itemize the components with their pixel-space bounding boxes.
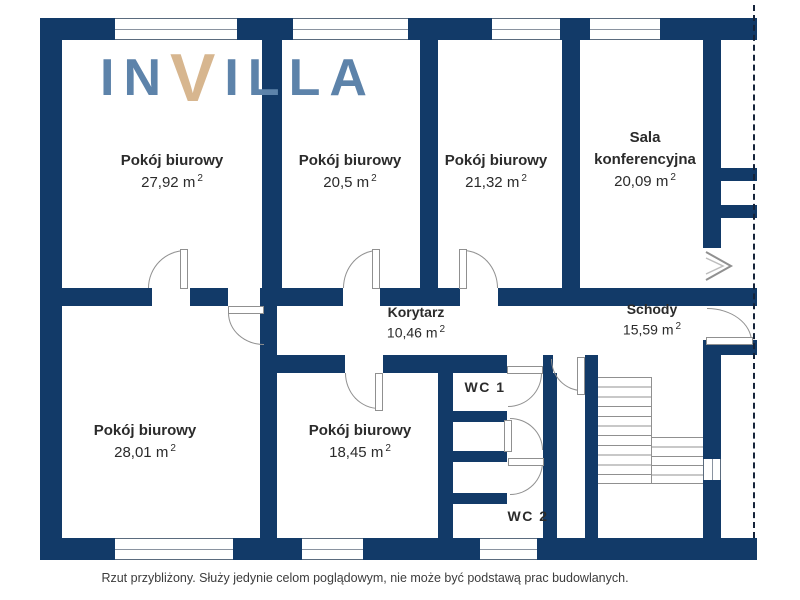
door-leaf-balcony bbox=[706, 337, 753, 345]
logo-text: IN bbox=[100, 49, 170, 107]
room-label-office-2: Pokój biurowy 20,5 m $^2$ bbox=[298, 152, 402, 191]
window bbox=[115, 538, 233, 560]
boundary-dashed-line bbox=[753, 5, 755, 538]
door-leaf-office3 bbox=[459, 249, 467, 289]
window bbox=[480, 538, 537, 560]
room-label-office-4: Pokój biurowy 28,01 m $^2$ bbox=[93, 422, 197, 461]
wall-balcony-stub-2 bbox=[721, 205, 757, 218]
room-label-wc1: WC 1 bbox=[464, 379, 506, 395]
wall-wc-partition-3 bbox=[453, 493, 507, 504]
door-leaf-office4 bbox=[228, 306, 264, 314]
door-arc-wc-stall2 bbox=[510, 462, 543, 495]
door-leaf-wc-stall2 bbox=[508, 458, 544, 466]
room-label-office-1: Pokój biurowy 27,92 m $^2$ bbox=[120, 152, 224, 191]
door-arc-office4 bbox=[228, 313, 264, 345]
door-chevron-icon bbox=[702, 246, 738, 290]
disclaimer-text: Rzut przybliżony. Służy jedynie celom poglądowym, nie może być podstawą prac budowlanych. bbox=[101, 571, 629, 585]
wall-stairs-left bbox=[585, 355, 598, 538]
room-label-corridor: Korytarz 10,46 m $^2$ bbox=[386, 304, 446, 341]
staircase-flight-right bbox=[652, 437, 703, 484]
wall-wc-partition-2 bbox=[453, 451, 507, 462]
wall-balcony-stub-1 bbox=[721, 168, 757, 181]
window bbox=[302, 538, 363, 560]
room-label-stairs: Schody 15,59 m $^2$ bbox=[622, 301, 682, 338]
window bbox=[492, 18, 560, 40]
door-leaf-wc1 bbox=[507, 366, 543, 374]
window bbox=[293, 18, 408, 40]
window bbox=[703, 459, 721, 480]
wall-corridor-bottom-1 bbox=[260, 355, 345, 373]
room-label-conference: Sala konferencyjna 20,09 m $^2$ bbox=[594, 129, 696, 190]
door-leaf-stairs bbox=[577, 357, 585, 395]
door-leaf-office5 bbox=[375, 373, 383, 411]
logo-accent-letter: V bbox=[170, 40, 225, 116]
wall-wc-left bbox=[438, 355, 453, 538]
door-leaf-office1 bbox=[180, 249, 188, 289]
wall-left bbox=[40, 18, 62, 560]
door-gap-office4 bbox=[228, 288, 260, 306]
room-label-office-3: Pokój biurowy 21,32 m $^2$ bbox=[444, 152, 548, 191]
room-label-wc2: WC 2 bbox=[507, 508, 549, 524]
logo-text: ILLA bbox=[224, 49, 376, 107]
door-arc-wc-stall1 bbox=[510, 418, 543, 450]
door-leaf-office2 bbox=[372, 249, 380, 289]
staircase-flight-left bbox=[598, 377, 652, 484]
wall-right-lower bbox=[703, 355, 721, 538]
window bbox=[115, 18, 237, 40]
door-arc-office3 bbox=[463, 250, 498, 288]
wall-wc-partition-1 bbox=[453, 411, 507, 422]
door-leaf-wc-stall1 bbox=[504, 420, 512, 452]
invilla-logo bbox=[100, 40, 376, 116]
wall-right-upper bbox=[703, 40, 721, 248]
room-label-office-5: Pokój biurowy 18,45 m $^2$ bbox=[308, 422, 412, 461]
door-gap-office1 bbox=[152, 288, 190, 306]
door-arc-office5 bbox=[345, 373, 379, 409]
window bbox=[590, 18, 660, 40]
